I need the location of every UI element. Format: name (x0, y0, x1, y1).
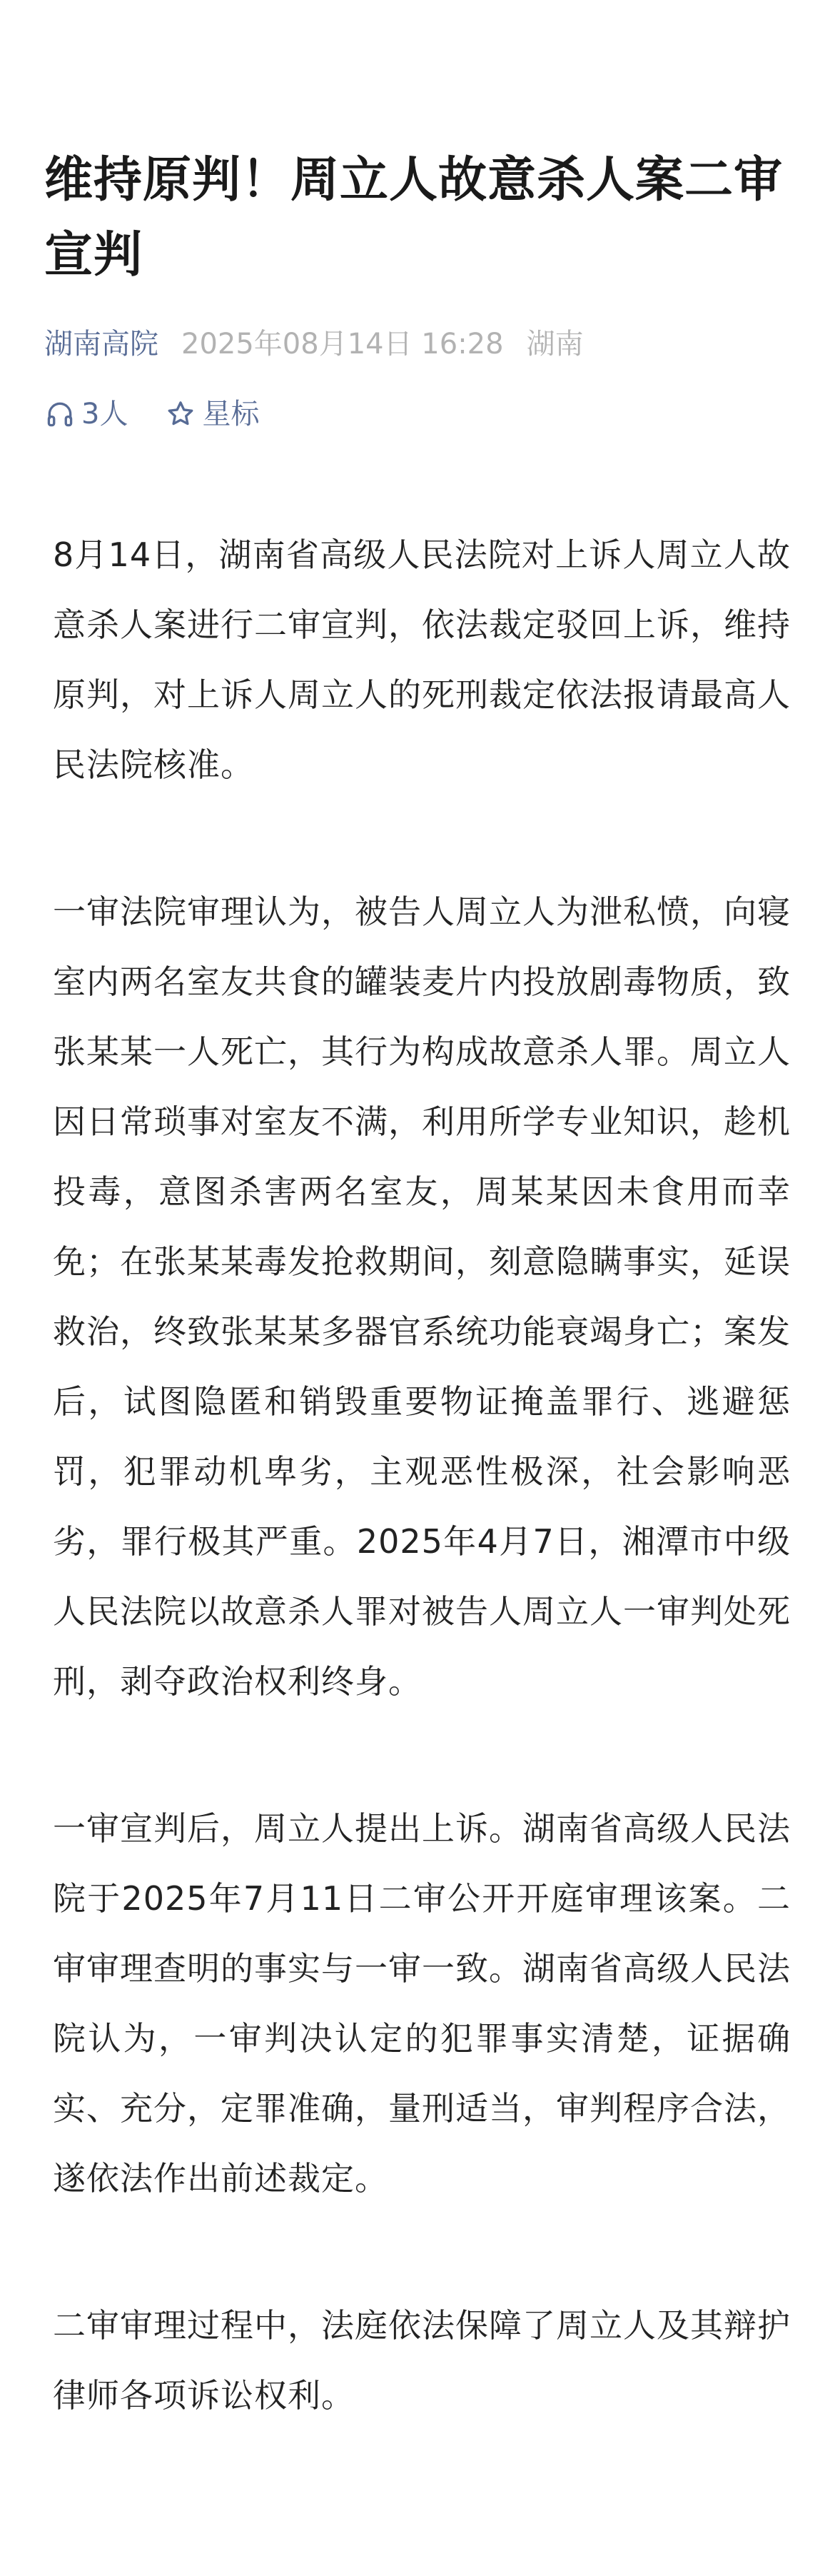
article-body (44, 520, 791, 2430)
account-name-link[interactable]: 湖南高院 (44, 328, 158, 361)
paragraph-2: 一审法院审理认为，被告人周立人为泄私愤，向寝室内两名室友共食的罐装麦片内投放剧毒物质，致张某某一人死亡，其行为构成故意杀人罪。周立人因日常琐事对室友不满，利用所学专业知识，趁机投毒，意图杀害两名室友，周某某因未食用而幸免；在张某某毒发抢救期间，刻意隐瞒事实，延误救治，终致张某某多器官系统功能衰竭身亡；案发后，试图隐匿和销毁重要物证掩盖罪行、逃避惩罚，犯罪动机卑劣，主观恶性极深，社会影响恶劣，罪行极其严重。2025年4月7日，湘潭市中级人民法院以故意杀人罪对被告人周立人一审判处死刑，剥夺政治权利终身。 (53, 892, 791, 1701)
article-actions (44, 394, 791, 434)
paragraph-1: 8月14日，湖南省高级人民法院对上诉人周立人故意杀人案进行二审宣判，依法裁定驳回上诉，维持原判，对上诉人周立人的死刑裁定依法报请最高人民法院核准。 (53, 535, 791, 784)
listen-button[interactable] (44, 394, 128, 434)
article-meta (44, 324, 791, 364)
paragraph-3: 一审宣判后，周立人提出上诉。湖南省高级人民法院于2025年7月11日二审公开开庭审理该案。二审审理查明的事实与一审一致。湖南省高级人民法院认为，一审判决认定的犯罪事实清楚，证据确实、充分，定罪准确，量刑适当，审判程序合法，遂依法作出前述裁定。 (53, 1809, 791, 2198)
headphones-icon (44, 398, 76, 430)
publish-time: 2025年08月14日 16:28 (181, 328, 504, 361)
star-button[interactable] (165, 394, 259, 434)
star-label: 星标 (202, 398, 260, 431)
article-title: 维持原判！周立人故意杀人案二审宣判 (44, 152, 784, 283)
publish-location: 湖南 (526, 328, 584, 361)
listen-count: 3人 (81, 398, 128, 431)
star-icon (165, 398, 196, 430)
paragraph-4: 二审审理过程中，法庭依法保障了周立人及其辩护律师各项诉讼权利。 (53, 2306, 791, 2415)
